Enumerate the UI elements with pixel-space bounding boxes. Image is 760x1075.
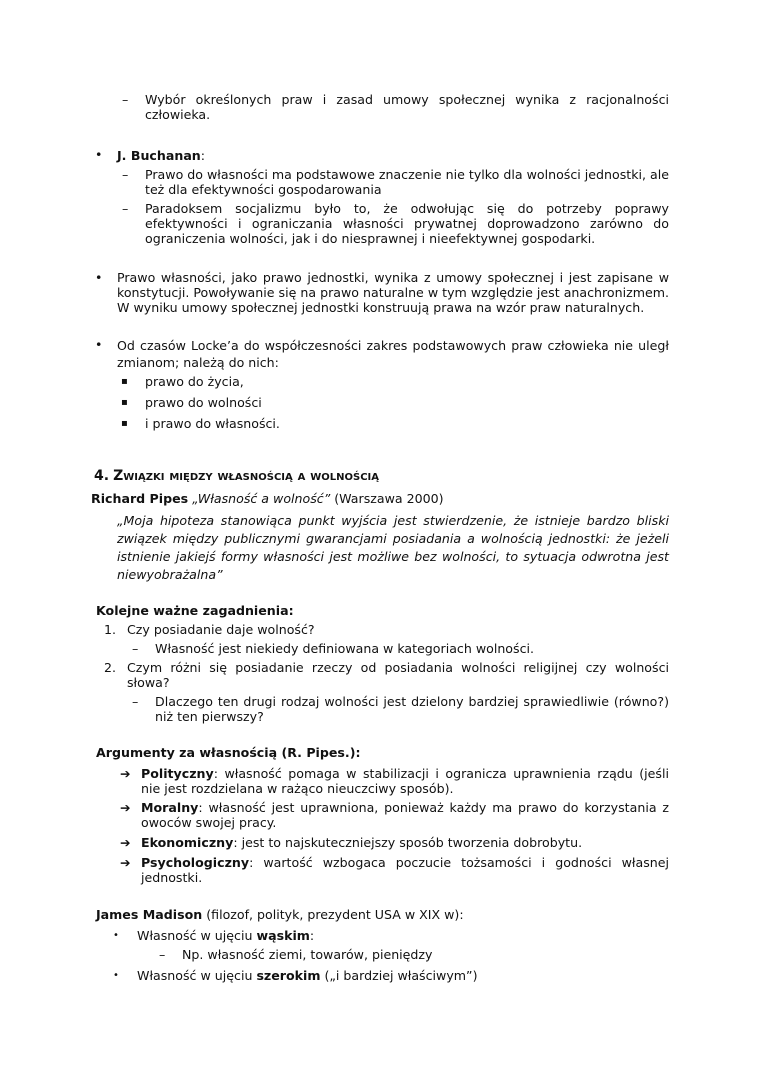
list-item: i prawo do własności. xyxy=(145,416,280,431)
paragraph: Wybór określonych praw i zasad umowy społecznej wynika z racjonalności człowieka. xyxy=(145,92,669,122)
buchanan-heading xyxy=(117,148,205,163)
list-item xyxy=(137,928,314,943)
argument-term: Moralny xyxy=(141,800,199,815)
list-item: Prawo do własności ma podstawowe znaczenie nie tylko dla wolności jednostki, ale też dla efektywności gospodarowania xyxy=(145,167,669,197)
bullet-marker: • xyxy=(95,270,103,285)
madison-heading xyxy=(96,907,464,922)
arrow-icon: ➔ xyxy=(120,835,131,850)
arrow-icon: ➔ xyxy=(120,855,131,870)
dash-marker: – xyxy=(132,641,139,656)
argument-item xyxy=(141,766,669,796)
list-subitem: Własność jest niekiedy definiowana w kategoriach wolności. xyxy=(155,641,534,656)
argument-text: : jest to najskuteczniejszy sposób tworzenia dobrobytu. xyxy=(233,835,583,850)
list-item: Czy posiadanie daje wolność? xyxy=(127,622,315,637)
argument-item xyxy=(141,800,669,830)
argument-text: : wartość wzbogaca poczucie tożsamości i godności własnej jednostki. xyxy=(141,855,669,885)
argument-item xyxy=(141,855,669,885)
text: Własność w ujęciu xyxy=(137,928,257,943)
list-item: prawo do życia, xyxy=(145,374,244,389)
bullet-marker: • xyxy=(95,337,103,352)
arrow-icon: ➔ xyxy=(120,766,131,781)
argument-term: Ekonomiczny xyxy=(141,835,234,850)
square-bullet-icon: ▪ xyxy=(121,418,128,429)
section-number: 4. xyxy=(94,468,110,484)
bullet-marker: • xyxy=(95,147,103,162)
argument-text: : własność jest uprawniona, ponieważ każdy ma prawo do korzystania z owoców swojej pracy. xyxy=(141,800,669,830)
book-title: „Własność a wolność” xyxy=(192,491,331,506)
arguments-heading: Argumenty za własnością (R. Pipes.): xyxy=(96,745,361,760)
argument-term: Psychologiczny xyxy=(141,855,250,870)
section-heading xyxy=(94,468,379,484)
quote: „Moja hipoteza stanowiąca punkt wyjścia jest stwierdzenie, że istnieje bardzo bliski związek między publicznymi gwarancjami posiadania a wolnością jednostki: że jeżeli istnienie jakiejś formy własności jest możliwe bez wolności, to sytuacja odwrotna jest niewyobrażalna” xyxy=(117,513,669,582)
dash-marker: – xyxy=(159,947,166,962)
pipes-reference xyxy=(91,491,444,506)
paragraph: Od czasów Locke’a do współczesności zakres podstawowych praw człowieka nie uległ zmianom; należą do nich: xyxy=(117,338,669,370)
list-item xyxy=(137,968,478,983)
list-subitem: Np. własność ziemi, towarów, pieniędzy xyxy=(182,947,433,962)
list-item: Czym różni się posiadanie rzeczy od posiadania wolności religijnej czy wolności słowa? xyxy=(127,660,669,690)
paragraph: Prawo własności, jako prawo jednostki, wynika z umowy społecznej i jest zapisane w konstytucji. Powoływanie się na prawo naturalne w tym względzie jest anachronizmem. W wyniku umowy społecznej jednostki konstruują prawa na wzór praw naturalnych. xyxy=(117,270,669,315)
text: : xyxy=(309,928,315,943)
argument-term: Polityczny xyxy=(141,766,214,781)
list-item: prawo do wolności xyxy=(145,395,262,410)
author-name: James Madison xyxy=(96,907,203,922)
dash-marker: – xyxy=(122,167,129,182)
author-name: Richard Pipes xyxy=(91,491,189,506)
author-name: J. Buchanan xyxy=(117,148,201,163)
list-number: 1. xyxy=(104,622,117,637)
dash-marker: – xyxy=(122,201,129,216)
list-subitem: Dlaczego ten drugi rodzaj wolności jest dzielony bardziej sprawiedliwie (równo?) niż ten pierwszy? xyxy=(155,694,669,724)
colon: : xyxy=(200,148,206,163)
author-description: (filozof, polityk, prezydent USA w XIX w): xyxy=(202,907,464,922)
dash-marker: – xyxy=(122,92,129,107)
list-item: Paradoksem socjalizmu było to, że odwołując się do potrzeby poprawy efektywności i ograniczania własności prywatnej doprowadzono zarówno do ograniczenia wolności, jak i do niesprawnej i nieefektywnej gospodarki. xyxy=(145,201,669,246)
emphasis: szerokim xyxy=(256,968,321,983)
issues-heading: Kolejne ważne zagadnienia: xyxy=(96,603,294,618)
argument-item xyxy=(141,835,669,850)
bullet-marker: • xyxy=(113,970,119,981)
emphasis: wąskim xyxy=(256,928,310,943)
section-title: Związki między własnością a wolnością xyxy=(113,468,380,484)
arrow-icon: ➔ xyxy=(120,800,131,815)
edition: (Warszawa 2000) xyxy=(330,491,444,506)
text: („i bardziej właściwym”) xyxy=(320,968,478,983)
argument-text: : własność pomaga w stabilizacji i ogranicza uprawnienia rządu (jeśli nie jest rozdzielana w rażąco nieuczciwy sposób). xyxy=(141,766,669,796)
dash-marker: – xyxy=(132,694,139,709)
list-number: 2. xyxy=(104,660,117,675)
square-bullet-icon: ▪ xyxy=(121,397,128,408)
square-bullet-icon: ▪ xyxy=(121,376,128,387)
bullet-marker: • xyxy=(113,930,119,941)
text: Własność w ujęciu xyxy=(137,968,257,983)
